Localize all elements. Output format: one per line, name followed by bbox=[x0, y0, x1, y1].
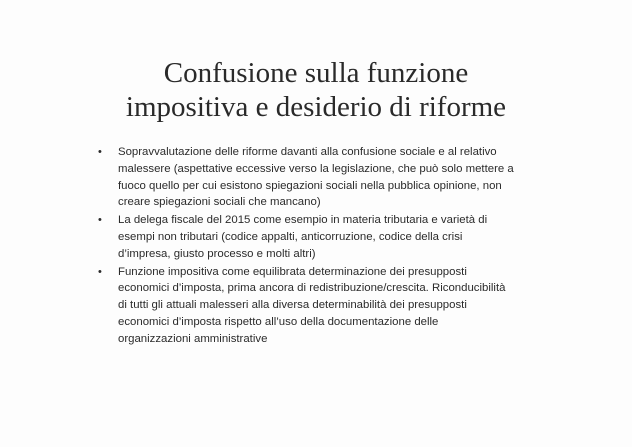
bullet-line: economici d’imposta, prima ancora di redistribuzione/crescita. Riconducibilità bbox=[118, 282, 506, 295]
bullet-item bbox=[96, 264, 548, 348]
bullet-line: di tutti gli attuali malesseri alla diversa determinabilità dei presupposti bbox=[118, 299, 467, 312]
bullet-line: Sopravvalutazione delle riforme davanti alla confusione sociale e al relativo bbox=[118, 146, 497, 158]
bullet-dot-icon: • bbox=[98, 265, 102, 278]
title-line-1: Confusione sulla funzione bbox=[163, 57, 469, 89]
bullet-dot-icon: • bbox=[98, 146, 102, 158]
bullet-line: La delega fiscale del 2015 come esempio in materia tributaria e varietà di bbox=[118, 214, 488, 227]
bullet-line: d’impresa, giusto processo e molti altri) bbox=[118, 247, 316, 260]
bullet-dot-icon: • bbox=[98, 214, 102, 227]
slide-title bbox=[60, 56, 572, 124]
bullet-line: Funzione impositiva come equilibrata determinazione dei presupposti bbox=[118, 265, 467, 278]
bullet-item bbox=[96, 144, 548, 211]
bullet-text bbox=[118, 264, 548, 348]
bullet-line: fuoco quello per cui esistono spiegazioni sociali nella pubblica opinione, non bbox=[118, 179, 502, 192]
bullet-line: malessere (aspettative eccessive verso la legislazione, che può solo mettere a bbox=[118, 162, 514, 175]
bullet-line: economici d’imposta rispetto all’uso della documentazione delle bbox=[118, 315, 439, 328]
title-line-2: impositiva e desiderio di riforme bbox=[125, 91, 507, 123]
bullet-text bbox=[118, 144, 548, 211]
bullet-line: organizzazioni amministrative bbox=[118, 332, 268, 345]
bullet-list bbox=[96, 144, 548, 349]
bullet-line: esempi non tributari (codice appalti, anticorruzione, codice della crisi bbox=[118, 230, 463, 243]
bullet-text bbox=[118, 212, 548, 262]
bullet-item bbox=[96, 212, 548, 262]
bullet-line: creare spiegazioni sociali che mancano) bbox=[118, 196, 321, 209]
